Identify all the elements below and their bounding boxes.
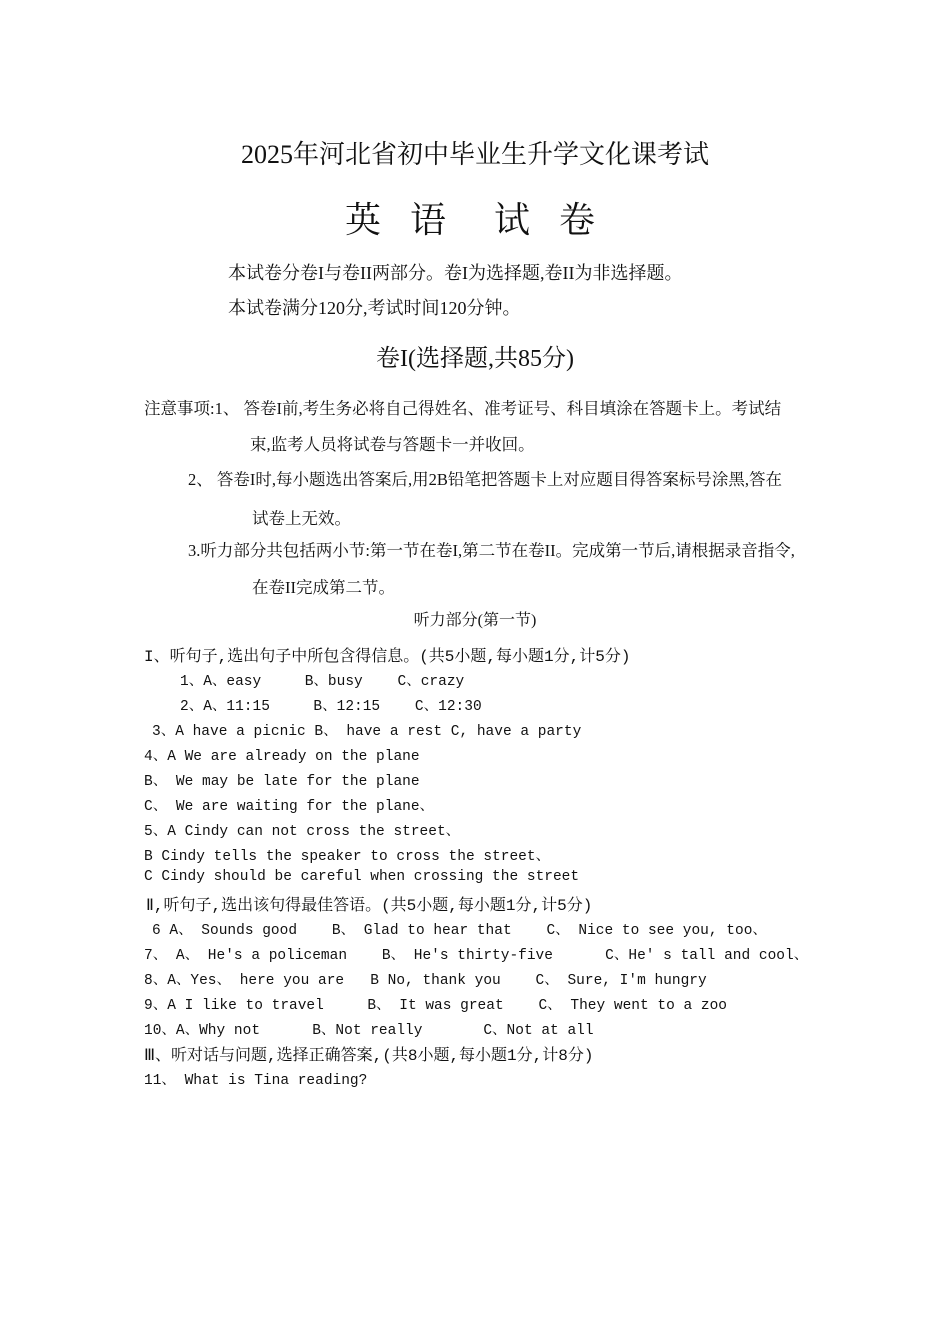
notice-3-line-2: 在卷II完成第二节。 (252, 578, 395, 597)
question-7: 7、 A、 He's a policeman B、 He's thirty-five C、He' s tall and cool、 (144, 948, 809, 964)
part-3-heading: Ⅲ、听对话与问题,选择正确答案,(共8小题,每小题1分,计8分) (144, 1047, 594, 1065)
exam-subtitle: 英 语 试 卷 (344, 200, 605, 240)
question-6: 6 A、 Sounds good B、 Glad to hear that C、 Nice to see you, too、 (152, 923, 767, 939)
notice-2-line-1: 2、 答卷I时,每小题选出答案后,用2B铅笔把答题卡上对应题目得答案标号涂黑,答在 (188, 470, 782, 489)
question-4-option-b: B、 We may be late for the plane (144, 774, 420, 790)
notice-1-line-2: 束,监考人员将试卷与答题卡一并收回。 (250, 435, 535, 454)
question-11: 11、 What is Tina reading? (144, 1073, 368, 1089)
question-10: 10、A、Why not B、Not really C、Not at all (144, 1023, 594, 1039)
intro-line-2: 本试卷满分120分,考试时间120分钟。 (228, 298, 521, 318)
listening-section-title: 听力部分(第一节) (413, 612, 537, 629)
notice-3-line-1: 3.听力部分共包括两小节:第一节在卷I,第二节在卷II。完成第一节后,请根据录音指令, (188, 541, 795, 560)
intro-line-1: 本试卷分卷I与卷II两部分。卷I为选择题,卷II为非选择题。 (228, 263, 683, 283)
question-5-option-a: 5、A Cindy can not cross the street、 (144, 824, 461, 840)
part-1-heading: I、听句子,选出句子中所包含得信息。(共5小题,每小题1分,计5分) (144, 648, 631, 666)
notice-1-line-1: 注意事项:1、 答卷I前,考生务必将自己得姓名、准考证号、科目填涂在答题卡上。考试结 (144, 399, 782, 418)
section-1-title: 卷I(选择题,共85分) (376, 346, 574, 372)
question-5-option-c: C Cindy should be careful when crossing the street (144, 869, 580, 885)
notice-2-line-2: 试卷上无效。 (252, 509, 351, 528)
exam-title: 2025年河北省初中毕业生升学文化课考试 (240, 140, 709, 169)
part-2-heading: Ⅱ,听句子,选出该句得最佳答语。(共5小题,每小题1分,计5分) (146, 897, 593, 915)
question-1: 1、A、easy B、busy C、crazy (180, 674, 465, 690)
question-2: 2、A、11:15 B、12:15 C、12:30 (180, 699, 482, 715)
question-9: 9、A I like to travel B、 It was great C、 They went to a zoo (144, 998, 727, 1014)
question-8: 8、A、Yes、 here you are B No, thank you C、 Sure, I'm hungry (144, 973, 707, 989)
question-4-option-c: C、 We are waiting for the plane、 (144, 799, 435, 815)
question-5-option-b: B Cindy tells the speaker to cross the street、 (144, 849, 551, 865)
question-3: 3、A have a picnic B、 have a rest C, have a party (152, 724, 582, 740)
question-4-option-a: 4、A We are already on the plane (144, 749, 420, 765)
